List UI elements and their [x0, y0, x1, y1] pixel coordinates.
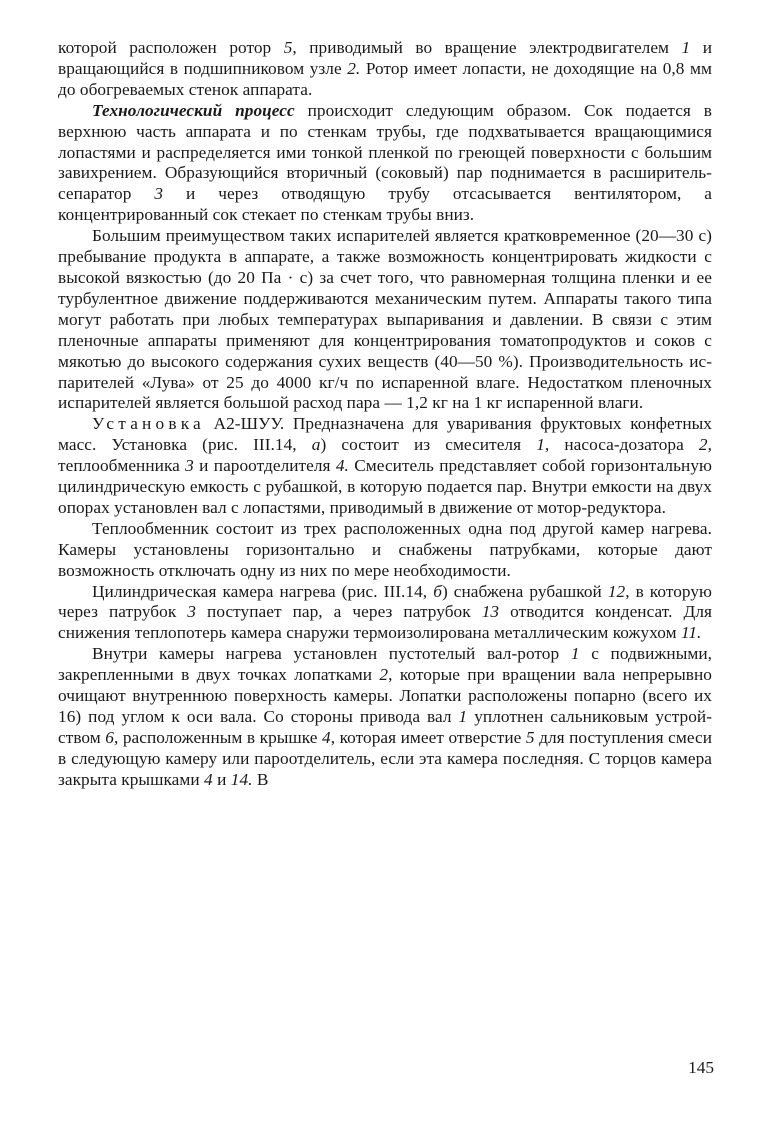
paragraph-heating-chamber [58, 582, 712, 645]
text-run: ) снабжена рубашкой [441, 581, 608, 601]
reference-number: 12 [607, 581, 626, 601]
text-run: А2-ШУУ. Предназначена для уваривания фруктовых конфетных масс. Установка (рис. III.14, [58, 414, 712, 455]
text-run: и пароотделителя [193, 456, 336, 476]
reference-number: 3 [185, 456, 194, 476]
text-run: , которые при вращении вала непрерывно очищают внутреннюю поверхность камеры. Лопатки расположены попарно (всего их 16) под углом к оси вала. Со стороны привода вал [58, 665, 712, 726]
text-run: и через отводящую трубу отсасывается вентилятором, а концентрированный сок стекает по стенкам трубы вниз. [58, 184, 712, 225]
paragraph-evaporator-advantages [58, 226, 712, 414]
page-body [58, 38, 712, 791]
text-run: и [212, 769, 231, 789]
text-run: , которая имеет отверстие [330, 727, 526, 747]
reference-number: 4 [322, 727, 331, 747]
reference-number: 13 [481, 602, 500, 622]
paragraph-rotor [58, 38, 712, 101]
reference-number: 6 [105, 727, 114, 747]
reference-number: 2 [379, 665, 389, 685]
text-run: , насоса-дозатора [544, 435, 699, 455]
page-number: 145 [688, 1058, 714, 1077]
reference-number: б [433, 581, 442, 601]
text-run: и вращающийся в подшипниковом узле [58, 38, 712, 78]
heading-run: Технологический процесс [92, 100, 295, 120]
reference-number: 1 [536, 435, 545, 455]
text-run: Цилиндрическая камера нагрева (рис. III.14, [92, 581, 434, 601]
reference-number: 4 [204, 769, 213, 789]
reference-number: 5 [525, 727, 535, 747]
text-run: уплотнен сальниковым устройством [58, 707, 712, 747]
text-run: Теплообменник состоит из трех расположенных одна под другой камер нагрева. Камеры установлены горизонтально и снабжены патрубками, которые дают возможность отключать одну из них по мере необходимости. [58, 518, 712, 580]
text-run: Ротор имеет лопасти, не доходящие на 0,8 мм до обогреваемых стенок аппарата. [58, 58, 712, 99]
reference-number: 3 [187, 602, 196, 622]
text-run: Внутри камеры нагрева установлен пустотелый вал-ротор [92, 644, 571, 664]
reference-number: 4. [335, 456, 349, 476]
text-run: , в которую через патрубок [58, 581, 713, 622]
text-run: , приводимый во вращение электродвигателем [292, 38, 682, 57]
reference-number: 1 [570, 644, 580, 664]
reference-number: 2. [347, 58, 361, 78]
paragraph-technological-process [58, 101, 712, 226]
text-run: для поступления смеси в следующую камеру или пароотделитель, если эта камера последняя. С торцов камера закрыта крышками [58, 727, 712, 789]
reference-number: 14. [230, 769, 253, 789]
text-run: происходит следующим образом. Сок подается в верхнюю часть аппарата и по стенкам трубы, где подхватывается вращающимися лопастями и распределяется ими тонкой пленкой по греющей поверхности с большим завихрением. Образующийся вторичный (соковый) пар поднимается в расширитель-сепаратор [58, 100, 712, 204]
text-run: , теплообменника [58, 435, 712, 476]
text-run: В [252, 769, 269, 789]
text-run: Большим преимуществом таких испарителей является кратковременное (20—30 с) пребывание продукта в аппарате, а также возможность концентрировать жидкости с высокой вязкостью (до 20 Па · с) за счет того, что равномерная толщина пленки и ее турбулентное движение поддерживаются механическим путем. Аппараты такого типа могут работать при любых температурах выпаривания и давлении. В связи с этим пленочные аппараты применяют для концентрирования томатопродуктов и соков с мякотью до высокого содержания сухих веществ (40—50 %). Производительность испарителей «Лува» от 25 до 4000 кг/ч по испаренной влаге. Недостатком пленочных испарителей является большой расход пара — 1,2 кг на 1 кг испаренной влаги. [58, 226, 712, 413]
reference-number: 1 [681, 38, 691, 57]
text-run: поступает пар, а через патрубок [196, 602, 482, 622]
reference-number: а [311, 435, 321, 455]
reference-number: 5 [283, 38, 293, 57]
reference-number: 2 [698, 435, 708, 455]
text-run: отводится конденсат. Для снижения теплопотерь камера снаружи термоизолирована металлическим кожухом [58, 602, 712, 643]
text-run: , расположенным в крышке [113, 727, 323, 747]
paragraph-rotor-shaft [58, 644, 712, 790]
reference-number: 1 [458, 707, 468, 726]
text-run: с подвижными, закрепленными в двух точках лопатками [58, 644, 713, 685]
paragraph-installation-a2-shuu [58, 414, 712, 519]
text-run: ) состоит из смесителя [320, 435, 537, 455]
text-run: которой расположен ротор [58, 38, 284, 57]
reference-number: 11. [680, 623, 702, 643]
text-run: Смеситель представляет собой горизонтальную цилиндрическую емкость с рубашкой, в которую подается пар. Внутри емкости на двух опорах установлен вал с лопастями, приводимый в движение от мотор-редуктора. [58, 456, 712, 517]
reference-number: 3 [154, 184, 164, 204]
spaced-term: Установка [92, 414, 205, 434]
paragraph-heat-exchanger [58, 519, 712, 582]
